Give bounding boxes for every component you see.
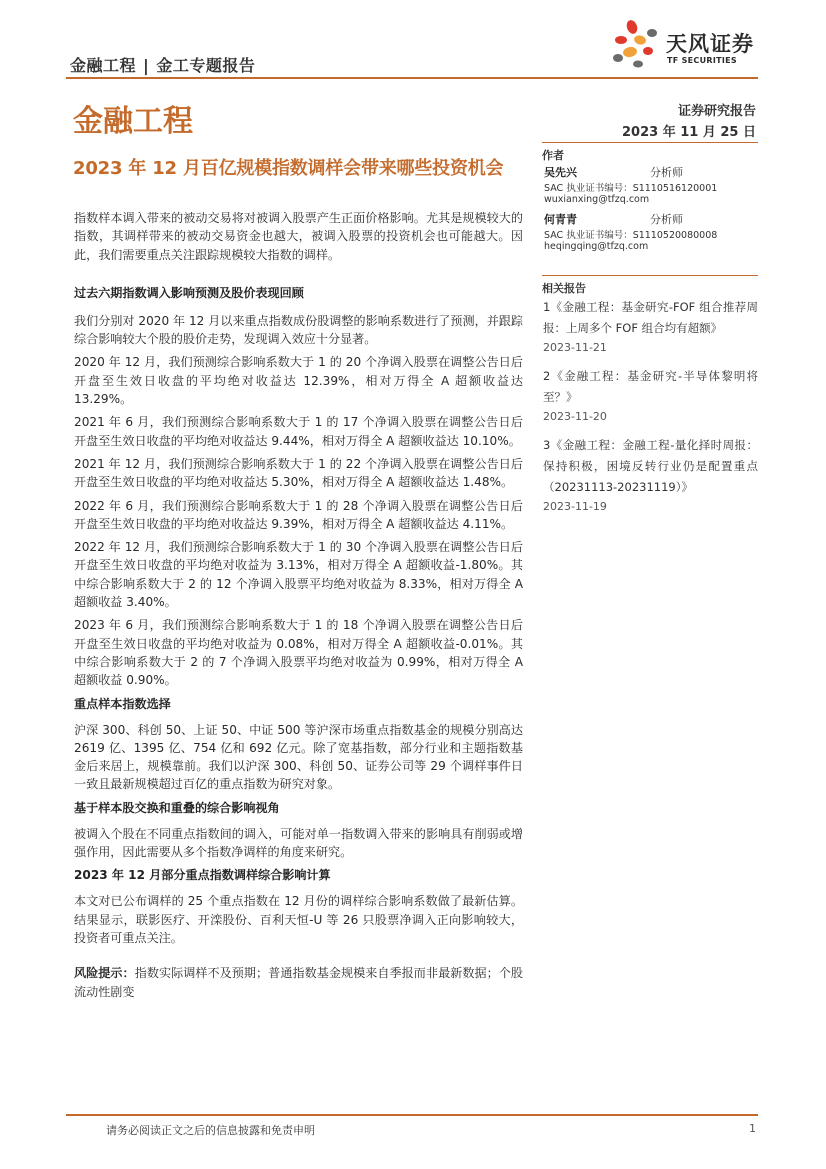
- breadcrumb-separator: |: [143, 56, 150, 75]
- author-name: 何青青: [544, 213, 577, 226]
- report-date: 2023 年 11 月 25 日: [622, 125, 756, 140]
- footer-divider: [66, 1114, 758, 1116]
- related-report-link[interactable]: 2《金融工程：基金研究-半导体黎明将至？》: [543, 369, 758, 404]
- author-email[interactable]: wuxianxing@tfzq.com: [544, 194, 650, 205]
- body-paragraph: 被调入个股在不同重点指数间的调入，可能对单一指数调入带来的影响具有削弱或增强作用，因此需要从多个指数净调样的角度来研究。: [74, 826, 523, 860]
- body-paragraph: 2020 年 12 月，我们预测综合影响系数大于 1 的 20 个净调入股票在调整公告日后开盘至生效日收盘的平均绝对收益达 12.39%，相对万得全 A 超额收益达 13.29%。: [74, 355, 523, 407]
- author-cert: SAC 执业证书编号：S1110516120001: [544, 183, 718, 194]
- section-heading: 基于样本股交换和重叠的综合影响视角: [74, 800, 280, 815]
- category-label: 金融工程: [70, 56, 137, 75]
- body-paragraph: 2021 年 12 月，我们预测综合影响系数大于 1 的 22 个净调入股票在调整公告日后开盘至生效日收盘的平均绝对收益达 5.30%，相对万得全 A 超额收益达 1.48%。: [74, 456, 523, 490]
- author-role: 分析师: [650, 213, 683, 226]
- risk-label: 风险提示：: [74, 966, 135, 981]
- author-cert: SAC 执业证书编号：S1110520080008: [544, 230, 718, 241]
- body-paragraph: 2021 年 6 月，我们预测综合影响系数大于 1 的 17 个净调入股票在调整公告日后开盘至生效日收盘的平均绝对收益达 9.44%，相对万得全 A 超额收益达 10.10%。: [74, 415, 523, 448]
- section-heading: 重点样本指数选择: [74, 696, 171, 711]
- lead-paragraph: 指数样本调入带来的被动交易将对被调入股票产生正面价格影响。尤其是规模较大的指数，其调样带来的被动交易资金也越大，被调入股票的投资机会也可能越大。因此，我们需要重点关注跟踪规模较大指数的调样。: [74, 211, 523, 262]
- body-paragraph: 我们分别对 2020 年 12 月以来重点指数成份股调整的影响系数进行了预测，并跟踪综合影响较大个股的股价走势，发现调入效应十分显著。: [74, 313, 523, 347]
- author-name: 吴先兴: [544, 166, 577, 179]
- author-role: 分析师: [650, 166, 683, 179]
- brand-name-en: TF SECURITIES: [667, 56, 737, 65]
- report-subtitle: 2023 年 12 月百亿规模指数调样会带来哪些投资机会: [73, 158, 504, 179]
- related-report-link[interactable]: 3《金融工程：金融工程-量化择时周报：保持积极，困境反转行业仍是配置重点（20231113-20231119）》: [543, 438, 758, 494]
- related-report-link[interactable]: 1《金融工程：基金研究-FOF 组合推荐周报：上周多个 FOF 组合均有超额》: [543, 300, 758, 335]
- related-report-date: 2023-11-21: [543, 341, 607, 354]
- author-email[interactable]: heqingqing@tfzq.com: [544, 241, 649, 252]
- tf-securities-logo: [610, 18, 760, 70]
- section-heading: 过去六期指数调入影响预测及股价表现回顾: [74, 285, 304, 300]
- report-type: 证券研究报告: [677, 104, 756, 119]
- page-number: 1: [749, 1122, 756, 1135]
- report-body: [74, 209, 523, 1001]
- sidebar: [542, 142, 758, 525]
- risk-warning: [74, 964, 523, 1001]
- series-label: 金工专题报告: [156, 56, 256, 75]
- body-paragraph: 2023 年 6 月，我们预测综合影响系数大于 1 的 18 个净调入股票在调整公告日后开盘至生效日收盘的平均绝对收益为 0.08%，相对万得全 A 超额收益-0.01%。其中综合影响系数大于 2 的 7 个净调入股票平均绝对收益为 0.99%，相对万得全 A 超额收益 0.90%。: [74, 618, 523, 688]
- brand-name-cn: 天风证券: [666, 32, 754, 56]
- section-heading: 2023 年 12 月部分重点指数调样综合影响计算: [74, 868, 331, 883]
- body-paragraph: 2022 年 6 月，我们预测综合影响系数大于 1 的 28 个净调入股票在调整公告日后开盘至生效日收盘的平均绝对收益达 9.39%，相对万得全 A 超额收益达 4.11%。: [74, 498, 523, 531]
- logo-mark-icon: [610, 18, 664, 70]
- author-card: [542, 164, 758, 211]
- related-reports-heading: 相关报告: [542, 275, 758, 297]
- disclaimer-notice: 请务必阅读正文之后的信息披露和免责申明: [106, 1124, 315, 1137]
- body-paragraph: 本文对已公布调样的 25 个重点指数在 12 月份的调样综合影响系数做了最新估算。结果显示，联影医疗、开滦股份、百利天恒-U 等 26 只股票净调入正向影响较大，投资者可重点关注。: [74, 894, 523, 945]
- body-paragraph: 沪深 300、科创 50、上证 50、中证 500 等沪深市场重点指数基金的规模分别高达 2619 亿、1395 亿、754 亿和 692 亿元。除了宽基指数，部分行业和主题指数基金后来居上，规模靠前。我们以沪深 300、科创 50、证券公司等 29 个调样事件日一致且最新规模超过百亿的重点指数为研究对象。: [74, 722, 523, 792]
- author-card: [542, 211, 758, 258]
- page-title: 金融工程: [73, 104, 193, 139]
- header-divider: [66, 77, 758, 79]
- related-report-date: 2023-11-20: [543, 410, 607, 423]
- body-paragraph: 2022 年 12 月，我们预测综合影响系数大于 1 的 30 个净调入股票在调整公告日后开盘至生效日收盘的平均绝对收益为 3.13%，相对万得全 A 超额收益-1.80%。其中综合影响系数大于 2 的 12 个净调入股票平均绝对收益为 8.33%，相对万得全 A 超额收益 3.40%。: [74, 540, 523, 610]
- report-category-breadcrumb: [70, 53, 255, 76]
- risk-text: 指数实际调样不及预期；普通指数基金规模来自季报而非最新数据；个股流动性剧变: [74, 966, 523, 999]
- authors-heading: 作者: [542, 142, 758, 164]
- related-report-date: 2023-11-19: [543, 500, 607, 513]
